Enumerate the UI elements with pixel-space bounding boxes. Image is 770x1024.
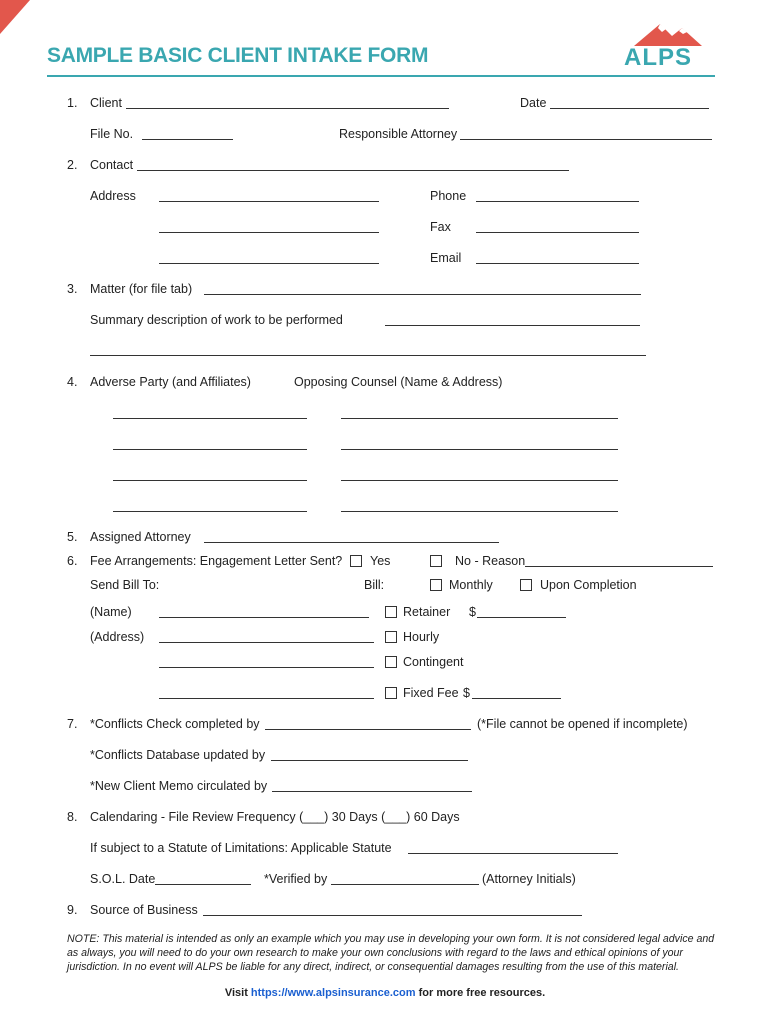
summary-field-1[interactable] <box>385 325 640 326</box>
no-reason-label: No - Reason <box>455 554 526 568</box>
opposing-counsel-field-1[interactable] <box>341 418 618 419</box>
section-5-number: 5. <box>67 530 78 544</box>
header-rule <box>47 75 715 77</box>
client-field[interactable] <box>126 108 449 109</box>
upon-completion-label: Upon Completion <box>540 578 637 592</box>
fee-arrangements-label: Fee Arrangements: Engagement Letter Sent? <box>90 554 343 568</box>
yes-label: Yes <box>370 554 391 568</box>
responsible-attorney-label: Responsible Attorney <box>339 127 458 141</box>
section-4-number: 4. <box>67 375 78 389</box>
new-client-memo-field[interactable] <box>272 791 472 792</box>
address-field-1[interactable] <box>159 201 379 202</box>
section-9-number: 9. <box>67 903 78 917</box>
summary-label: Summary description of work to be performed <box>90 313 343 327</box>
contact-label: Contact <box>90 158 134 172</box>
bill-name-label: (Name) <box>90 605 132 619</box>
adverse-party-label: Adverse Party (and Affiliates) <box>90 375 251 389</box>
verified-by-field[interactable] <box>331 884 479 885</box>
fax-field[interactable] <box>476 232 639 233</box>
client-label: Client <box>90 96 122 110</box>
adverse-party-field-2[interactable] <box>113 449 307 450</box>
hourly-checkbox[interactable] <box>385 631 397 643</box>
assigned-attorney-label: Assigned Attorney <box>90 530 191 544</box>
section-8-number: 8. <box>67 810 78 824</box>
fixed-fee-checkbox[interactable] <box>385 687 397 699</box>
bill-name-field[interactable] <box>159 617 369 618</box>
conflicts-check-label: *Conflicts Check completed by <box>90 717 260 731</box>
statute-field[interactable] <box>408 853 618 854</box>
conflicts-check-field[interactable] <box>265 729 471 730</box>
bill-address-field-1[interactable] <box>159 642 374 643</box>
bill-label: Bill: <box>364 578 385 592</box>
bill-address-label: (Address) <box>90 630 145 644</box>
footer-pre: Visit <box>224 987 251 999</box>
contingent-label: Contingent <box>403 655 464 669</box>
retainer-dollar-sign: $ <box>469 605 476 619</box>
adverse-party-field-1[interactable] <box>113 418 307 419</box>
assigned-attorney-field[interactable] <box>204 542 499 543</box>
email-field[interactable] <box>476 263 639 264</box>
source-of-business-label: Source of Business <box>90 903 198 917</box>
address-field-3[interactable] <box>159 263 379 264</box>
statute-label: If subject to a Statute of Limitations: Applicable Statute <box>90 841 392 855</box>
fax-label: Fax <box>430 220 451 234</box>
bill-address-field-2[interactable] <box>159 667 374 668</box>
calendaring-label: Calendaring - File Review Frequency (___) 30 Days (___) 60 Days <box>90 810 460 824</box>
contingent-checkbox[interactable] <box>385 656 397 668</box>
retainer-amount-field[interactable] <box>477 617 566 618</box>
opposing-counsel-field-4[interactable] <box>341 511 618 512</box>
source-of-business-field[interactable] <box>203 915 582 916</box>
footer-link[interactable]: https://www.alpsinsurance.com <box>250 987 416 999</box>
email-label: Email <box>430 251 462 265</box>
yes-checkbox[interactable] <box>350 555 362 567</box>
adverse-party-field-4[interactable] <box>113 511 307 512</box>
opposing-counsel-label: Opposing Counsel (Name & Address) <box>294 375 503 389</box>
no-reason-checkbox[interactable] <box>430 555 442 567</box>
monthly-checkbox[interactable] <box>430 579 442 591</box>
date-field[interactable] <box>550 108 709 109</box>
retainer-checkbox[interactable] <box>385 606 397 618</box>
fixed-fee-label: Fixed Fee <box>403 686 459 700</box>
opposing-counsel-field-2[interactable] <box>341 449 618 450</box>
bill-address-field-3[interactable] <box>159 698 374 699</box>
contact-field[interactable] <box>137 170 569 171</box>
no-reason-field[interactable] <box>525 566 713 567</box>
retainer-label: Retainer <box>403 605 451 619</box>
conflicts-database-label: *Conflicts Database updated by <box>90 748 266 762</box>
new-client-memo-label: *New Client Memo circulated by <box>90 779 268 793</box>
file-no-field[interactable] <box>142 139 233 140</box>
matter-field[interactable] <box>204 294 641 295</box>
page-title: SAMPLE BASIC CLIENT INTAKE FORM <box>47 44 429 67</box>
sol-date-field[interactable] <box>155 884 251 885</box>
send-bill-to-label: Send Bill To: <box>90 578 160 592</box>
section-3-number: 3. <box>67 282 78 296</box>
file-no-label: File No. <box>90 127 134 141</box>
logo-text: ALPS <box>624 44 693 71</box>
attorney-initials-label: (Attorney Initials) <box>482 872 576 886</box>
footer <box>0 987 770 999</box>
fixed-fee-dollar-sign: $ <box>463 686 470 700</box>
opposing-counsel-field-3[interactable] <box>341 480 618 481</box>
section-1-number: 1. <box>67 96 78 110</box>
phone-field[interactable] <box>476 201 639 202</box>
responsible-attorney-field[interactable] <box>460 139 712 140</box>
footer-post: for more free resources. <box>415 987 546 999</box>
date-label: Date <box>520 96 547 110</box>
file-cannot-open-note: (*File cannot be opened if incomplete) <box>477 717 688 731</box>
section-7-number: 7. <box>67 717 78 731</box>
conflicts-database-field[interactable] <box>271 760 468 761</box>
phone-label: Phone <box>430 189 467 203</box>
address-label: Address <box>90 189 136 203</box>
corner-triangle <box>0 0 30 34</box>
section-2-number: 2. <box>67 158 78 172</box>
section-6-number: 6. <box>67 554 78 568</box>
summary-field-2[interactable] <box>90 355 646 356</box>
alps-logo <box>620 20 716 70</box>
hourly-label: Hourly <box>403 630 440 644</box>
matter-label: Matter (for file tab) <box>90 282 193 296</box>
adverse-party-field-3[interactable] <box>113 480 307 481</box>
address-field-2[interactable] <box>159 232 379 233</box>
fixed-fee-amount-field[interactable] <box>472 698 561 699</box>
disclaimer-note: NOTE: This material is intended as only an example which you may use in developing your own form. It is not considered legal advice and as always, you will need to do your own research to make your own conclusions with regard to the laws and ethical opinions of your jurisdiction. In no event will ALPS be liable for any direct, indirect, or consequential damages resulting from the use of this material. <box>67 933 715 973</box>
monthly-label: Monthly <box>449 578 493 592</box>
upon-completion-checkbox[interactable] <box>520 579 532 591</box>
sol-date-label: S.O.L. Date <box>90 872 156 886</box>
verified-by-label: *Verified by <box>264 872 328 886</box>
